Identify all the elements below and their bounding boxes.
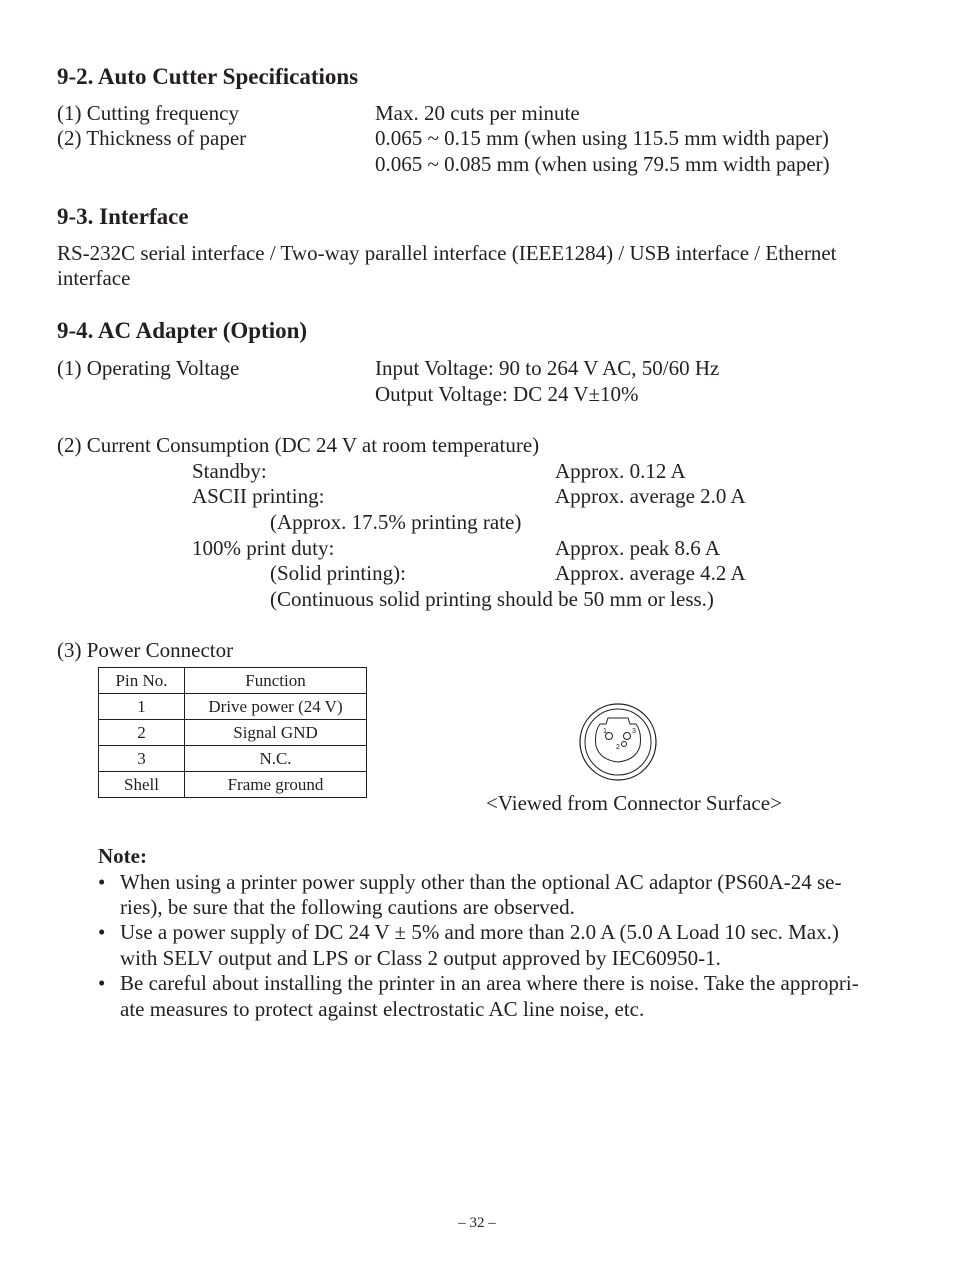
- paper-thickness-label: (2) Thickness of paper: [57, 126, 247, 150]
- pin-label: 2: [616, 744, 620, 751]
- table-row: [99, 772, 367, 798]
- paper-thickness-value-2: 0.065 ~ 0.085 mm (when using 79.5 mm width paper): [375, 152, 830, 176]
- table-header-cell: Pin No.: [99, 668, 185, 694]
- power-connector-diagram: [578, 702, 658, 782]
- table-header-row: [99, 668, 367, 694]
- section-heading-interface: 9-3. Interface: [57, 204, 189, 229]
- solid-printing-label: (Solid printing):: [270, 561, 406, 585]
- print-duty-label: 100% print duty:: [192, 536, 335, 560]
- section-heading-ac-adapter: 9-4. AC Adapter (Option): [57, 318, 308, 343]
- input-voltage: Input Voltage: 90 to 264 V AC, 50/60 Hz: [375, 356, 720, 380]
- cutting-frequency-label: (1) Cutting frequency: [57, 101, 239, 125]
- cutting-frequency-value: Max. 20 cuts per minute: [375, 101, 580, 125]
- connector-pin: [622, 742, 627, 747]
- connector-outer-ring: [580, 704, 656, 780]
- note-title: Note:: [98, 844, 147, 868]
- table-cell: 2: [99, 720, 185, 746]
- ascii-printing-value: Approx. average 2.0 A: [555, 484, 746, 508]
- connector-inner-ring: [585, 709, 651, 775]
- print-duty-value: Approx. peak 8.6 A: [555, 536, 721, 560]
- connector-key-outline: [596, 718, 641, 762]
- standby-value: Approx. 0.12 A: [555, 459, 686, 483]
- standby-label: Standby:: [192, 459, 267, 483]
- note-item-3-line-1: Be careful about installing the printer in an area where there is noise. Take the appropri-: [120, 971, 859, 995]
- connector-pin: [624, 733, 631, 740]
- note-item-1-line-2: ries), be sure that the following cautions are observed.: [120, 895, 575, 919]
- bullet-icon: •: [98, 870, 106, 894]
- output-voltage: Output Voltage: DC 24 V±10%: [375, 382, 639, 406]
- note-item-2-line-2: with SELV output and LPS or Class 2 output approved by IEC60950-1.: [120, 946, 721, 970]
- table-cell: Frame ground: [185, 772, 367, 798]
- table-row: [99, 694, 367, 720]
- paper-thickness-value: 0.065 ~ 0.15 mm (when using 115.5 mm width paper): [375, 126, 829, 150]
- table-cell: Signal GND: [185, 720, 367, 746]
- table-cell: 1: [99, 694, 185, 720]
- operating-voltage-label: (1) Operating Voltage: [57, 356, 240, 380]
- note-item-3-line-2: ate measures to protect against electrostatic AC line noise, etc.: [120, 997, 645, 1021]
- table-row: [99, 746, 367, 772]
- bullet-icon: •: [98, 971, 106, 995]
- pin-label: 1: [603, 728, 607, 735]
- solid-printing-value: Approx. average 4.2 A: [555, 561, 746, 585]
- table-cell: Drive power (24 V): [185, 694, 367, 720]
- pin-table: [98, 667, 367, 798]
- ascii-printing-label: ASCII printing:: [192, 484, 325, 508]
- pin-label: 3: [632, 728, 636, 735]
- table-cell: N.C.: [185, 746, 367, 772]
- table-header-cell: Function: [185, 668, 367, 694]
- bullet-icon: •: [98, 920, 106, 944]
- page-number: – 32 –: [458, 1215, 496, 1231]
- connector-caption: <Viewed from Connector Surface>: [486, 791, 782, 815]
- table-row: [99, 720, 367, 746]
- note-item-1-line-1: When using a printer power supply other than the optional AC adaptor (PS60A-24 se-: [120, 870, 842, 894]
- section-heading-auto-cutter: 9-2. Auto Cutter Specifications: [57, 64, 359, 89]
- note-item-2-line-1: Use a power supply of DC 24 V ± 5% and more than 2.0 A (5.0 A Load 10 sec. Max.): [120, 920, 839, 944]
- current-consumption-label: (2) Current Consumption (DC 24 V at room temperature): [57, 433, 540, 457]
- table-cell: 3: [99, 746, 185, 772]
- interface-text: RS-232C serial interface / Two-way parallel interface (IEEE1284) / USB interface / Ethernet interface: [57, 241, 837, 290]
- table-cell: Shell: [99, 772, 185, 798]
- solid-printing-note: (Continuous solid printing should be 50 mm or less.): [270, 587, 714, 611]
- ascii-printing-note: (Approx. 17.5% printing rate): [270, 510, 522, 534]
- power-connector-label: (3) Power Connector: [57, 638, 234, 662]
